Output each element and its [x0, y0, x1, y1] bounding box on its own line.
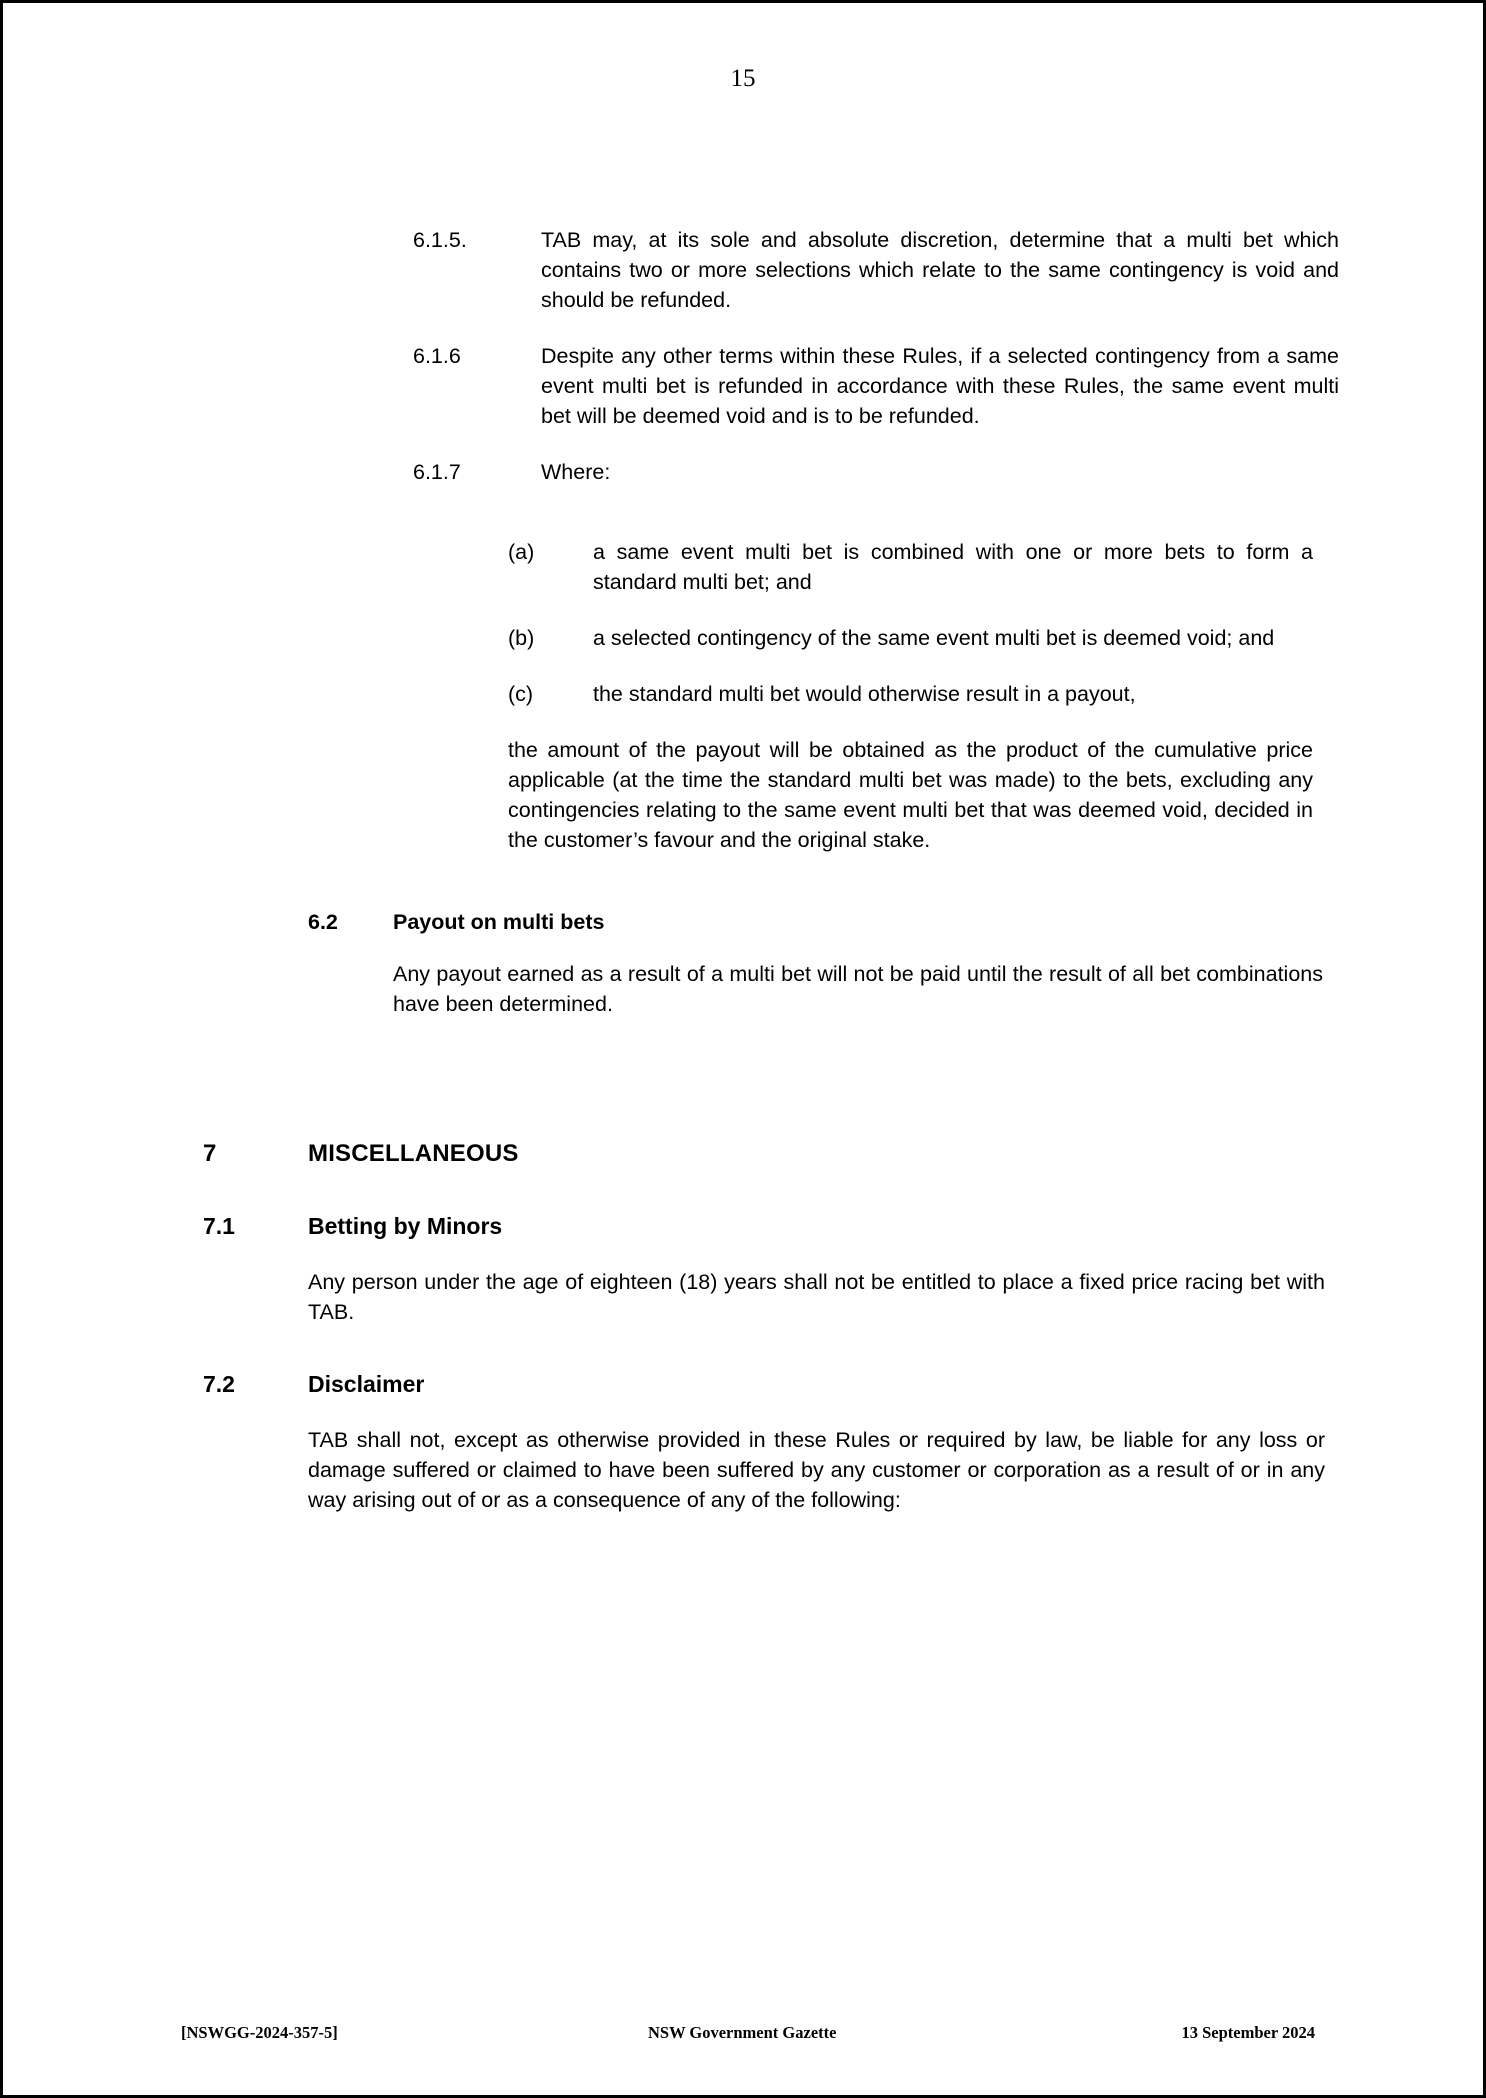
clause-6-1-7-closing-paragraph: the amount of the payout will be obtained as the product of the cumulative price applicable (at the time the standard multi bet was made) to the bets, excluding any contingencies relating to the same event multi bet that was deemed void, decided in the customer’s favour and the original stake. — [508, 738, 1313, 852]
heading-number: 6.2 — [308, 910, 338, 934]
footer-date: 13 September 2024 — [1181, 2023, 1315, 2042]
paragraph-6-2: Any payout earned as a result of a multi bet will not be paid until the result of all bet combinations have been determined. — [393, 962, 1323, 1016]
clause-text: TAB may, at its sole and absolute discretion, determine that a multi bet which contains two or more selections which relate to the same contingency is void and should be refunded. — [541, 228, 1339, 312]
page-content — [203, 225, 1343, 1535]
subclause-number: (b) — [508, 626, 535, 650]
clause-number: 6.1.5. — [413, 228, 467, 252]
clause-number: 6.1.7 — [413, 460, 461, 484]
subclause-text: a selected contingency of the same event multi bet is deemed void; and — [593, 626, 1275, 650]
footer-reference: [NSWGG-2024-357-5] — [181, 2023, 338, 2042]
heading-title: Disclaimer — [308, 1371, 425, 1397]
heading-title: Betting by Minors — [308, 1213, 503, 1239]
subclause-a — [203, 537, 1343, 597]
subclause-text: a same event multi bet is combined with one or more bets to form a standard multi bet; and — [593, 540, 1313, 594]
clause-6-1-7 — [203, 457, 1343, 487]
page-number: 15 — [730, 65, 756, 92]
heading-title: Payout on multi bets — [393, 910, 605, 934]
heading-number: 7 — [203, 1140, 217, 1167]
clause-text: Where: — [541, 460, 611, 484]
clause-6-1-6 — [203, 341, 1343, 431]
paragraph-7-2: TAB shall not, except as otherwise provided in these Rules or required by law, be liable for any loss or damage suffered or claimed to have been suffered by any customer or corporation as a result of or in any way arising out of or as a consequence of any of the following: — [308, 1428, 1325, 1512]
heading-7-2 — [203, 1369, 1343, 1399]
heading-number: 7.1 — [203, 1213, 235, 1239]
heading-number: 7.2 — [203, 1371, 235, 1397]
subclause-text: the standard multi bet would otherwise result in a payout, — [593, 682, 1136, 706]
subclause-number: (c) — [508, 682, 534, 706]
heading-6-2 — [203, 907, 1343, 937]
subclause-c — [203, 679, 1343, 709]
heading-title: MISCELLANEOUS — [308, 1140, 519, 1167]
clause-text: Despite any other terms within these Rules, if a selected contingency from a same event multi bet is refunded in accordance with these Rules, the same event multi bet will be deemed void and is to be refunded. — [541, 344, 1339, 428]
heading-7-1 — [203, 1211, 1343, 1241]
paragraph-7-1: Any person under the age of eighteen (18) years shall not be entitled to place a fixed price racing bet with TAB. — [308, 1270, 1325, 1324]
spacer — [203, 513, 1343, 537]
subclause-b — [203, 623, 1343, 653]
clause-number: 6.1.6 — [413, 344, 461, 368]
page-footer — [3, 2023, 1483, 2043]
footer-publication: NSW Government Gazette — [647, 2023, 837, 2042]
subclause-number: (a) — [508, 540, 535, 564]
clause-6-1-5 — [203, 225, 1343, 315]
heading-7 — [203, 1139, 1343, 1169]
